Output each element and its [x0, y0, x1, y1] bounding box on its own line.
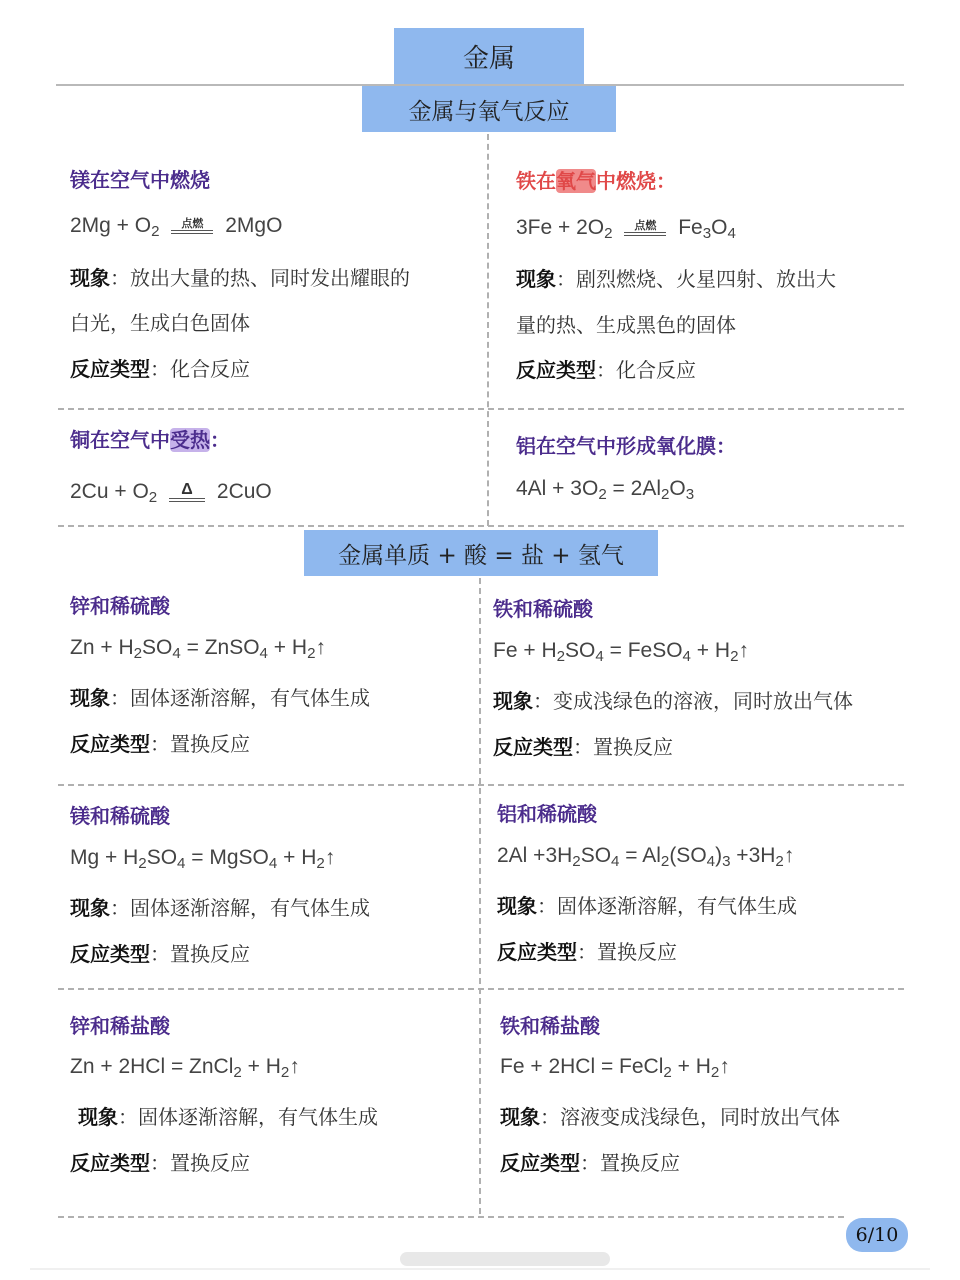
chemical-equation: $2Mg + O_2$ 点燃 2MgO	[70, 214, 283, 240]
reaction-title: 铁在氧气中燃烧：	[516, 169, 676, 193]
chemical-equation: $Mg + H_2SO_4$ = MgSO$_4$ + $H_2↑$	[70, 846, 336, 872]
highlight: 受热	[170, 428, 210, 452]
section-header-metal-oxygen: 金属与氧气反应	[362, 86, 616, 132]
reaction-title: 铁和稀盐酸	[500, 1014, 600, 1038]
phenomenon-text: 现象：固体逐渐溶解，有气体生成	[70, 686, 370, 710]
reaction-title: 铜在空气中受热：	[70, 428, 230, 452]
phenomenon-text: 现象：固体逐渐溶解，有气体生成	[78, 1105, 378, 1129]
chemical-equation: $3Fe + 2O_2$ 点燃 $Fe_3O_4$	[516, 216, 736, 242]
page-title: 金属	[394, 28, 584, 84]
chemical-equation: $4Al + 3O_2 = 2Al_2O_3$	[516, 477, 695, 503]
row-divider	[58, 988, 904, 990]
reaction-title: 镁和稀硫酸	[70, 804, 170, 828]
condition-mark: Δ	[169, 482, 205, 502]
phenomenon-text: 现象：放出大量的热、同时发出耀眼的	[70, 266, 410, 290]
reaction-type: 反应类型：置换反应	[500, 1151, 680, 1175]
chemical-equation: $Fe + H_2SO_4$ = FeSO$_4$ + $H_2↑$	[493, 639, 749, 665]
reaction-type: 反应类型：置换反应	[70, 732, 250, 756]
reaction-type: 反应类型：置换反应	[497, 940, 677, 964]
row-divider	[58, 408, 904, 410]
chemical-equation: $Zn + H_2SO_4$ = ZnSO$_4$ + $H_2↑$	[70, 636, 326, 662]
phenomenon-text: 现象：固体逐渐溶解，有气体生成	[70, 896, 370, 920]
row-divider	[58, 525, 904, 527]
reaction-title: 锌和稀盐酸	[70, 1014, 170, 1038]
phenomenon-text: 现象：固体逐渐溶解，有气体生成	[497, 894, 797, 918]
reaction-type: 反应类型：置换反应	[493, 735, 673, 759]
phenomenon-text: 现象：剧烈燃烧、火星四射、放出大	[516, 267, 836, 291]
reaction-type: 反应类型：化合反应	[516, 358, 696, 382]
chemical-equation: $2Al +3H_2SO_4 = Al_2(SO_4)_3$ $+3H_2↑$	[497, 844, 795, 870]
condition-mark: 点燃	[171, 218, 213, 234]
reaction-title: 铝和稀硫酸	[497, 802, 597, 826]
phenomenon-text-cont: 量的热、生成黑色的固体	[516, 313, 736, 337]
highlight: 氧气	[556, 169, 596, 193]
column-divider	[487, 134, 489, 526]
watermark-strip	[30, 1248, 930, 1270]
section-header-metal-acid: 金属单质 + 酸 = 盐 + 氢气	[304, 530, 658, 576]
chemical-equation: Zn + 2HCl = ZnCl$_2$ + $H_2↑$	[70, 1055, 300, 1081]
condition-mark: 点燃	[624, 220, 666, 236]
reaction-type: 反应类型：置换反应	[70, 1151, 250, 1175]
column-divider	[479, 578, 481, 1214]
chemical-equation: $2Cu + O_2$ Δ 2CuO	[70, 480, 272, 506]
page-indicator: 6/10	[846, 1218, 908, 1252]
phenomenon-text-cont: 白光，生成白色固体	[70, 311, 250, 335]
row-divider	[58, 1216, 844, 1218]
chemical-equation: Fe + 2HCl = FeCl$_2$ + $H_2↑$	[500, 1055, 730, 1081]
phenomenon-text: 现象：变成浅绿色的溶液，同时放出气体	[493, 689, 853, 713]
reaction-title: 镁在空气中燃烧	[70, 168, 210, 192]
row-divider	[58, 784, 904, 786]
reaction-type: 反应类型：置换反应	[70, 942, 250, 966]
reaction-title: 铝在空气中形成氧化膜：	[516, 434, 736, 458]
phenomenon-text: 现象：溶液变成浅绿色，同时放出气体	[500, 1105, 840, 1129]
reaction-title: 铁和稀硫酸	[493, 597, 593, 621]
reaction-title: 锌和稀硫酸	[70, 594, 170, 618]
reaction-type: 反应类型：化合反应	[70, 357, 250, 381]
